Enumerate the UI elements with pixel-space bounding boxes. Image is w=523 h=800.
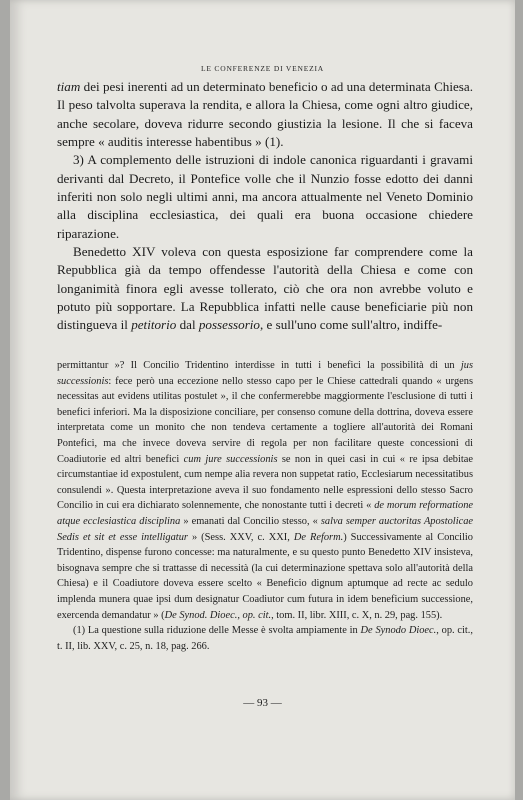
text-run: : fece però una eccezione nello stesso capo per le Chiese cattedrali quando « urgens necessitas aut evidens utilitas postulet », il che confermerebbe maggiormente l'esclusione di tutti i benefici inferiori. Ma la disposizione conciliare, per consenso comune della dottrina, doveva essere interpretata come un monito che non tendeva certamente a togliere all'autorità dei Romani Pontefici, ma che invece doveva servire di regola per non facilitare queste concessioni di Coadiutorie ed altri benefici: [57, 375, 473, 465]
italic-run: tiam: [57, 79, 81, 94]
text-run: Benedetto XIV voleva con questa esposizione far comprendere come la Repubblica già da tempo offendesse l'autorità della Chiesa e come con longanimità finora egli avesse tollerato, ciò che ora non avrebbe voluto e potuto più sopportare. La Repubblica infatti nelle cause beneficiarie più non distingueva il: [57, 244, 473, 333]
text-run: » (Sess. XXV, c. XXI,: [187, 531, 294, 543]
main-text: [57, 78, 473, 335]
page-number: — 93 —: [243, 697, 282, 709]
italic-run: cum jure successionis: [183, 453, 278, 465]
italic-run: petitorio: [131, 317, 177, 333]
italic-run: De Synod. Dioec., op. cit.: [164, 609, 272, 621]
italic-run: de morum reformatione atque ecclesiastica disciplina: [57, 500, 473, 527]
italic-run: De Reform.: [293, 531, 344, 543]
paragraph-1: [57, 78, 473, 151]
italic-run: jus successionis: [57, 360, 473, 387]
text-run: , tom. II, libr. XIII, c. X, n. 29, pag. 155).: [271, 609, 443, 621]
text-run: se non in quei casi in cui « re ipsa debitae circumstantiae id expostulent, cum nempe alia revera non suppetat ratio, Ecclesiarum necessitatibus consulendi ». Questa interpretazione aveva il suo fondamento nelle espressioni dello stesso Sacro Concilio in cui era dichiarato solennemente, che nonostante tutti i decreti «: [57, 453, 473, 512]
italic-run: salva semper auctoritas Apostolicae Sedis et sit et esse intelligatur: [57, 515, 473, 543]
running-head: LE CONFERENZE DI VENEZIA: [200, 64, 324, 73]
book-page: [10, 0, 515, 800]
text-run: , op. cit., t. II, lib. XXV, c. 25, n. 18, pag. 266.: [57, 625, 473, 652]
text-run: , e sull'uno come sull'altro, indiffe-: [259, 317, 443, 333]
text-run: dal: [176, 317, 199, 333]
footnote-continued: [57, 358, 473, 623]
text-run: permittantur »? Il Concilio Tridentino interdisse in tutti i benefici la possibilità di un: [57, 360, 461, 371]
italic-run: possessorio: [198, 317, 260, 333]
paragraph-3: [57, 243, 473, 335]
text-run: ) Successivamente al Concilio Tridentino, dispense furono concesse: ma naturalmente, e su questo punto Benedetto XIV insisteva, bisognava sempre che si trattasse di necessità (la cui determinazione spettava solo all'autorità della Chiesa) e il Coadiutore doveva essere scelto « Beneficio dignum aptumque ad recte ac sedulo implenda munera quae ipsi dum designatur Coadiutor cum futura in idem beneficium successione, exercenda demandatur » (: [57, 531, 473, 621]
text-run: » emanati dal Concilio stesso, «: [180, 515, 321, 527]
footnote-1: [57, 623, 473, 654]
text-run: (1) La questione sulla riduzione delle Messe è svolta ampiamente in: [73, 625, 361, 637]
paragraph-2: 3) A complemento delle istruzioni di indole canonica riguardanti i gravami derivanti dal Decreto, il Pontefice volle che il Nunzio fosse edotto dei danni inferiti non solo negli ultimi anni, ma ancora attualmente nel Veneto Dominio alla disciplina ecclesiastica, dei quali era buona occasione chiedere riparazione.: [57, 152, 473, 241]
italic-run: De Synodo Dioec.: [360, 625, 437, 637]
text-run: dei pesi inerenti ad un determinato beneficio o ad una determinata Chiesa. Il peso talvolta superava la rendita, e allora la Chiesa, come ogni altro giudice, anche secolare, doveva ridurre secondo giustizia la lesione. Il che si faceva sempre « auditis interesse habentibus » (1).: [57, 79, 473, 150]
footnotes: [57, 358, 473, 654]
